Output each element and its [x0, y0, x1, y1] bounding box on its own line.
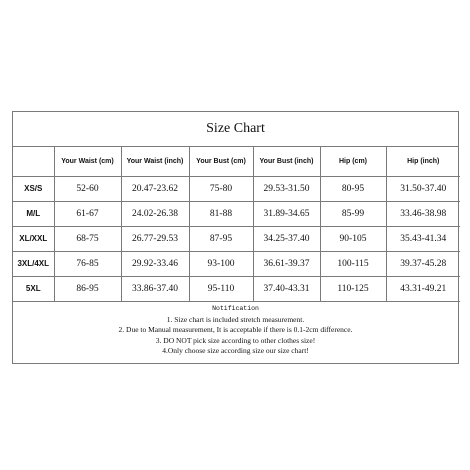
table-cell: 90-105: [320, 226, 386, 251]
table-row: [13, 226, 460, 251]
table-cell: 100-115: [320, 251, 386, 276]
size-label: M/L: [13, 201, 54, 226]
table-cell: 24.02-26.38: [121, 201, 189, 226]
notification-line: 2. Due to Manual measurement, It is acceptable if there is 0.1-2cm difference.: [118, 325, 353, 334]
size-label: XL/XXL: [13, 226, 54, 251]
notification-block: [13, 301, 458, 357]
header-hip-inch: Hip (inch): [386, 147, 460, 176]
header-bust-cm: Your Bust (cm): [189, 147, 253, 176]
size-table: [13, 147, 460, 302]
table-cell: 39.37-45.28: [386, 251, 460, 276]
table-cell: 33.46-38.98: [386, 201, 460, 226]
table-row: [13, 276, 460, 301]
table-cell: 52-60: [54, 176, 121, 201]
size-label: XS/S: [13, 176, 54, 201]
notification-title: Notification: [212, 305, 259, 312]
table-cell: 35.43-41.34: [386, 226, 460, 251]
table-cell: 68-75: [54, 226, 121, 251]
chart-title: Size Chart: [13, 112, 458, 147]
table-cell: 93-100: [189, 251, 253, 276]
table-cell: 85-99: [320, 201, 386, 226]
table-cell: 61-67: [54, 201, 121, 226]
table-cell: 81-88: [189, 201, 253, 226]
table-cell: 95-110: [189, 276, 253, 301]
table-cell: 43.31-49.21: [386, 276, 460, 301]
header-hip-cm: Hip (cm): [320, 147, 386, 176]
size-label: 5XL: [13, 276, 54, 301]
table-cell: 37.40-43.31: [253, 276, 320, 301]
header-size: [13, 147, 54, 176]
table-cell: 26.77-29.53: [121, 226, 189, 251]
notification-line: 3. DO NOT pick size according to other clothes size!: [155, 335, 316, 345]
table-cell: 86-95: [54, 276, 121, 301]
header-waist-cm: Your Waist (cm): [54, 147, 121, 176]
header-bust-inch: Your Bust (inch): [253, 147, 320, 176]
table-cell: 34.25-37.40: [253, 226, 320, 251]
header-row: [13, 147, 460, 176]
table-cell: 33.86-37.40: [121, 276, 189, 301]
notification-line: 4.Only choose size according size our size chart!: [162, 346, 309, 355]
table-cell: 75-80: [189, 176, 253, 201]
table-cell: 36.61-39.37: [253, 251, 320, 276]
table-row: [13, 176, 460, 201]
header-waist-inch: Your Waist (inch): [121, 147, 189, 176]
table-cell: 20.47-23.62: [121, 176, 189, 201]
size-chart: [12, 111, 459, 364]
table-cell: 80-95: [320, 176, 386, 201]
size-label: 3XL/4XL: [13, 251, 54, 276]
table-cell: 87-95: [189, 226, 253, 251]
table-cell: 31.50-37.40: [386, 176, 460, 201]
table-cell: 110-125: [320, 276, 386, 301]
table-row: [13, 201, 460, 226]
table-cell: 29.53-31.50: [253, 176, 320, 201]
table-cell: 31.89-34.65: [253, 201, 320, 226]
table-cell: 29.92-33.46: [121, 251, 189, 276]
table-cell: 76-85: [54, 251, 121, 276]
table-row: [13, 251, 460, 276]
notification-line: 1. Size chart is included stretch measurement.: [166, 314, 305, 324]
